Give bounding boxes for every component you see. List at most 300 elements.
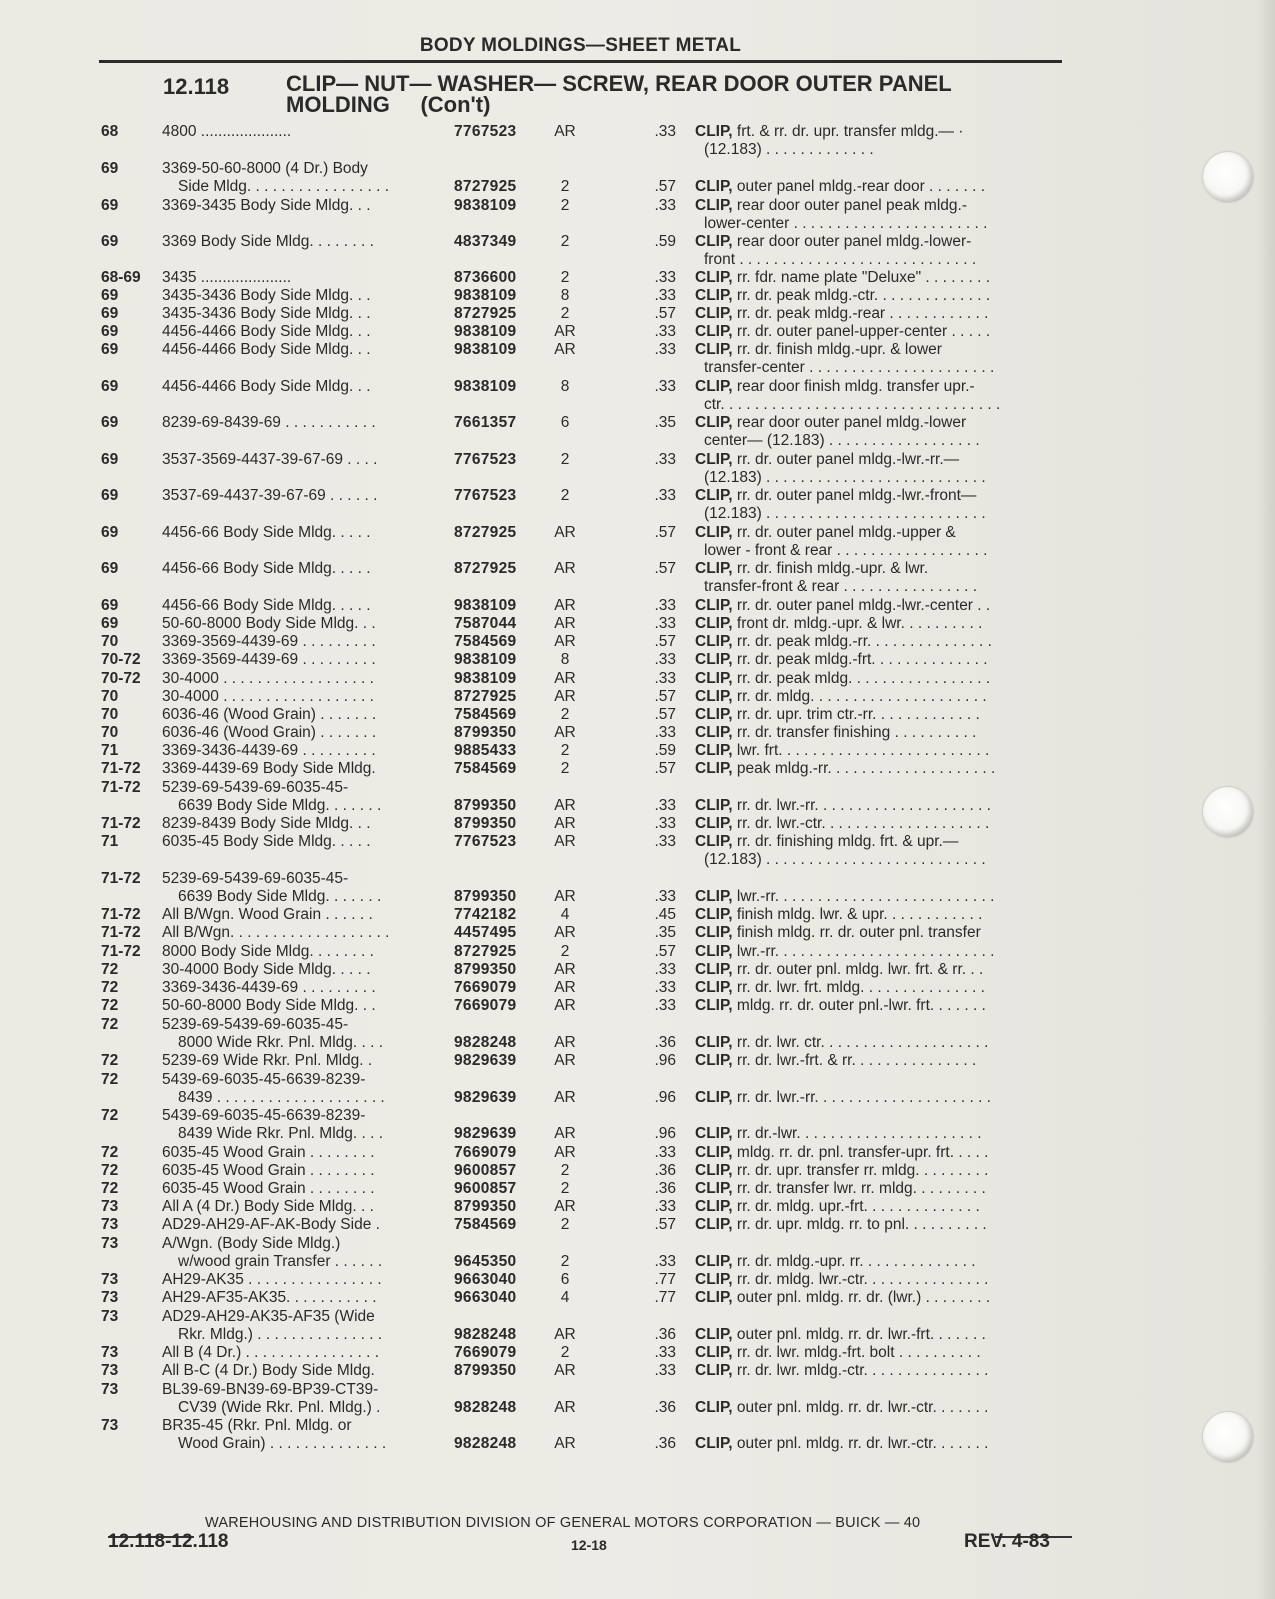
row-model: 5439-69-6035-45-6639-8239- [162, 1071, 366, 1088]
row-group-price: .33 [654, 487, 676, 504]
table-row [0, 178, 1275, 197]
table-row [0, 287, 1275, 306]
table-row [0, 1308, 1275, 1327]
row-year: 69 [101, 287, 119, 304]
row-group-price: .33 [654, 197, 676, 214]
row-group-price: .33 [654, 1362, 676, 1379]
row-part-name: CLIP, [695, 305, 733, 322]
row-quantity: AR [554, 688, 576, 705]
row-year: 69 [101, 341, 119, 358]
row-description-text: rr. fdr. name plate "Deluxe" . . . . . . . . [732, 269, 991, 286]
row-description [695, 1034, 1070, 1052]
row-year: 69 [101, 615, 119, 632]
row-quantity: 2 [560, 1344, 570, 1361]
row-description [695, 742, 1070, 760]
row-description [695, 961, 1070, 979]
row-group-price: .57 [654, 178, 676, 195]
row-part-name: CLIP, [695, 815, 733, 832]
row-part-number: 8799350 [454, 797, 517, 814]
row-description [695, 1089, 1070, 1107]
row-description [695, 1344, 1070, 1362]
row-year: 70-72 [101, 651, 141, 668]
row-description [695, 633, 1070, 651]
row-part-name: CLIP, [695, 924, 733, 941]
table-row [0, 1271, 1275, 1290]
row-model: 4800 ..................... [162, 123, 292, 140]
row-description-text: rr. dr. finishing mldg. frt. & upr.— [732, 833, 959, 850]
row-description [695, 597, 1070, 615]
row-part-number: 8727925 [454, 305, 517, 322]
table-row [0, 1162, 1275, 1181]
row-description-text: rr. dr. lwr. mldg.-frt. bolt . . . . . . . . . . [732, 1344, 981, 1361]
row-quantity: 2 [560, 305, 570, 322]
table-row [0, 233, 1275, 252]
row-part-number: 9600857 [454, 1180, 517, 1197]
row-group-price: .57 [654, 706, 676, 723]
row-quantity: AR [554, 1144, 576, 1161]
row-quantity: 2 [560, 706, 570, 723]
table-row [0, 487, 1275, 506]
table-row [0, 305, 1275, 324]
row-part-number: 7767523 [454, 123, 517, 140]
table-row [0, 251, 1275, 270]
row-model: 6035-45 Wood Grain . . . . . . . . [162, 1180, 375, 1197]
row-model: 6639 Body Side Mldg. . . . . . . [178, 888, 382, 905]
row-description-text: rr. dr. lwr.-rr. . . . . . . . . . . . . . . . . . . . . [732, 1089, 991, 1106]
row-part-name: CLIP, [695, 1089, 733, 1106]
table-row [0, 1125, 1275, 1144]
row-description [695, 233, 1070, 251]
row-part-name: CLIP, [695, 1435, 733, 1452]
row-year: 72 [101, 1180, 119, 1197]
row-model: 3369-3436-4439-69 . . . . . . . . . [162, 979, 376, 996]
row-description-text: rr. dr. mldg.-upr. rr. . . . . . . . . . . . . . [732, 1253, 976, 1270]
table-row [0, 943, 1275, 962]
row-description [695, 651, 1070, 669]
row-model: All B (4 Dr.) . . . . . . . . . . . . . . . . [162, 1344, 380, 1361]
row-description-text: outer pnl. mldg. rr. dr. lwr.-frt. . . . . . . [732, 1326, 986, 1343]
row-description-text: rr. dr. lwr.-frt. & rr. . . . . . . . . . . . . . . [732, 1052, 977, 1069]
row-part-name: CLIP, [695, 1198, 733, 1215]
row-group-price: .96 [654, 1052, 676, 1069]
row-description [704, 542, 1079, 560]
row-description [695, 688, 1070, 706]
row-description-text: ctr. . . . . . . . . . . . . . . . . . . . . . . . . . . . . . . . . [704, 396, 1001, 413]
table-row [0, 197, 1275, 216]
row-model: CV39 (Wide Rkr. Pnl. Mldg.) . [178, 1399, 381, 1416]
row-group-price: .35 [654, 414, 676, 431]
table-row [0, 742, 1275, 761]
table-row [0, 1344, 1275, 1363]
row-group-price: .33 [654, 597, 676, 614]
row-group-price: .57 [654, 633, 676, 650]
row-year: 70 [101, 706, 119, 723]
table-row [0, 1253, 1275, 1272]
row-description [695, 615, 1070, 633]
row-part-number: 9838109 [454, 287, 517, 304]
row-model: 30-4000 . . . . . . . . . . . . . . . . . . [162, 670, 374, 687]
row-quantity: AR [554, 597, 576, 614]
row-model: Side Mldg. . . . . . . . . . . . . . . . . [178, 178, 390, 195]
row-description-text: lower - front & rear . . . . . . . . . . . . . . . . . . [704, 542, 988, 559]
row-description [695, 924, 1070, 942]
row-year: 69 [101, 305, 119, 322]
row-part-number: 7584569 [454, 1216, 517, 1233]
section-title-line-2: MOLDING (Con't) [286, 92, 491, 117]
row-description-text: outer pnl. mldg. rr. dr. lwr.-ctr. . . . . . . [732, 1399, 989, 1416]
row-description-text: rear door outer panel peak mldg.- [732, 197, 967, 214]
row-description-text: rr. dr. finish mldg.-upr. & lwr. [732, 560, 929, 577]
row-description [695, 1180, 1070, 1198]
table-row [0, 633, 1275, 652]
table-row [0, 760, 1275, 779]
row-description [695, 378, 1070, 396]
row-model: 3369-3435 Body Side Mldg. . . [162, 197, 371, 214]
row-description [695, 1162, 1070, 1180]
row-part-number: 8736600 [454, 269, 517, 286]
row-description-text: (12.183) . . . . . . . . . . . . . [704, 141, 874, 158]
row-year: 68-69 [101, 269, 141, 286]
row-description-text: rr. dr. upr. transfer rr. mldg. . . . . . . . . [732, 1162, 989, 1179]
row-quantity: AR [554, 524, 576, 541]
row-year: 71-72 [101, 906, 141, 923]
row-part-name: CLIP, [695, 1271, 733, 1288]
row-description-text: rr. dr. lwr. ctr. . . . . . . . . . . . . . . . . . . . [732, 1034, 989, 1051]
row-model: 8000 Wide Rkr. Pnl. Mldg. . . . [178, 1034, 384, 1051]
row-year: 72 [101, 1071, 119, 1088]
row-part-name: CLIP, [695, 1362, 733, 1379]
table-row [0, 851, 1275, 870]
row-part-name: CLIP, [695, 670, 733, 687]
row-description [695, 979, 1070, 997]
row-part-name: CLIP, [695, 906, 733, 923]
table-row [0, 396, 1275, 415]
row-description-text: rr. dr. mldg. lwr.-ctr. . . . . . . . . . . . . . . [732, 1271, 989, 1288]
row-part-number: 7669079 [454, 1144, 517, 1161]
row-part-number: 9829639 [454, 1052, 517, 1069]
row-description [704, 359, 1079, 377]
row-quantity: AR [554, 1089, 576, 1106]
row-quantity: 2 [560, 1180, 570, 1197]
row-model: 4456-4466 Body Side Mldg. . . [162, 378, 371, 395]
row-group-price: .33 [654, 269, 676, 286]
row-part-number: 9838109 [454, 341, 517, 358]
table-row [0, 578, 1275, 597]
row-year: 72 [101, 1107, 119, 1124]
row-group-price: .36 [654, 1435, 676, 1452]
row-description-text: rr. dr. lwr. mldg.-ctr. . . . . . . . . . . . . . . [732, 1362, 989, 1379]
row-quantity: 2 [560, 269, 570, 286]
row-quantity: 8 [560, 287, 570, 304]
row-group-price: .36 [654, 1326, 676, 1343]
table-row [0, 724, 1275, 743]
row-quantity: 2 [560, 487, 570, 504]
row-description [695, 305, 1070, 323]
row-part-number: 9829639 [454, 1089, 517, 1106]
row-group-price: .33 [654, 888, 676, 905]
row-description [695, 197, 1070, 215]
row-part-name: CLIP, [695, 651, 733, 668]
row-year: 73 [101, 1216, 119, 1233]
row-description [695, 815, 1070, 833]
row-group-price: .33 [654, 979, 676, 996]
row-year: 69 [101, 378, 119, 395]
row-model: 4456-4466 Body Side Mldg. . . [162, 323, 371, 340]
row-quantity: AR [554, 1125, 576, 1142]
footer-division: WAREHOUSING AND DISTRIBUTION DIVISION OF GENERAL MOTORS CORPORATION — BUICK — 40 [205, 1515, 921, 1531]
row-group-price: .33 [654, 997, 676, 1014]
row-year: 73 [101, 1417, 119, 1434]
row-group-price: .33 [654, 961, 676, 978]
row-part-name: CLIP, [695, 797, 733, 814]
row-description-text: rr. dr. transfer lwr. rr. mldg. . . . . . . . . [732, 1180, 986, 1197]
row-quantity: AR [554, 815, 576, 832]
row-part-number: 7584569 [454, 706, 517, 723]
row-description [704, 396, 1079, 414]
row-group-price: .96 [654, 1125, 676, 1142]
row-group-price: .33 [654, 1144, 676, 1161]
row-part-name: CLIP, [695, 1144, 733, 1161]
row-part-name: CLIP, [695, 979, 733, 996]
row-quantity: 2 [560, 1216, 570, 1233]
row-model: 5239-69-5439-69-6035-45- [162, 870, 349, 887]
row-model: 3369 Body Side Mldg. . . . . . . . [162, 233, 374, 250]
row-year: 73 [101, 1289, 119, 1306]
row-description-text: rr. dr. outer panel mldg.-lwr.-center . . [732, 597, 991, 614]
row-description [695, 1399, 1070, 1417]
row-quantity: 2 [560, 1253, 570, 1270]
row-description-text: rr. dr. lwr.-ctr. . . . . . . . . . . . . . . . . . . . [732, 815, 990, 832]
row-model: 8000 Body Side Mldg. . . . . . . . [162, 943, 374, 960]
row-model: Rkr. Mldg.) . . . . . . . . . . . . . . . [178, 1326, 383, 1343]
row-year: 71 [101, 833, 119, 850]
row-year: 71-72 [101, 815, 141, 832]
row-quantity: 4 [560, 1289, 570, 1306]
table-row [0, 888, 1275, 907]
row-description-text: rr. dr. upr. mldg. rr. to pnl. . . . . . . . . . [732, 1216, 987, 1233]
row-description [695, 1198, 1070, 1216]
row-description [695, 560, 1070, 578]
row-quantity: AR [554, 1362, 576, 1379]
row-model: 3537-3569-4437-39-67-69 . . . . [162, 451, 378, 468]
row-description-text: rr. dr. outer panel mldg.-lwr.-front— [732, 487, 977, 504]
row-quantity: AR [554, 724, 576, 741]
row-group-price: .45 [654, 906, 676, 923]
row-year: 72 [101, 1162, 119, 1179]
row-group-price: .35 [654, 924, 676, 941]
row-description-text: rr. dr. peak mldg.-rr. . . . . . . . . . . . . . . [732, 633, 992, 650]
row-part-number: 7669079 [454, 997, 517, 1014]
row-description-text: lwr.-rr. . . . . . . . . . . . . . . . . . . . . . . . . . [732, 943, 995, 960]
table-row [0, 359, 1275, 378]
table-row [0, 215, 1275, 234]
table-row [0, 797, 1275, 816]
row-model: BR35-45 (Rkr. Pnl. Mldg. or [162, 1417, 352, 1434]
row-model: 8239-69-8439-69 . . . . . . . . . . . [162, 414, 376, 431]
row-part-name: CLIP, [695, 760, 733, 777]
row-model: 4456-66 Body Side Mldg. . . . . [162, 560, 371, 577]
row-quantity: AR [554, 1326, 576, 1343]
row-part-number: 7767523 [454, 487, 517, 504]
row-part-name: CLIP, [695, 560, 733, 577]
row-part-number: 7767523 [454, 451, 517, 468]
row-quantity: AR [554, 997, 576, 1014]
row-year: 69 [101, 323, 119, 340]
row-quantity: AR [554, 633, 576, 650]
row-description-text: lwr.-rr. . . . . . . . . . . . . . . . . . . . . . . . . . [732, 888, 995, 905]
row-model: 8439 . . . . . . . . . . . . . . . . . . . . [178, 1089, 385, 1106]
table-row [0, 924, 1275, 943]
row-description-text: transfer-center . . . . . . . . . . . . . . . . . . . . . . [704, 359, 995, 376]
row-description-text: rr. dr. transfer finishing . . . . . . . . . . [732, 724, 977, 741]
row-model: AD29-AH29-AF-AK-Body Side . [162, 1216, 380, 1233]
row-year: 68 [101, 123, 119, 140]
row-year: 73 [101, 1235, 119, 1252]
row-model: 5239-69-5439-69-6035-45- [162, 779, 349, 796]
row-description [695, 123, 1070, 141]
table-row [0, 160, 1275, 179]
row-part-name: CLIP, [695, 1216, 733, 1233]
row-description [695, 760, 1070, 778]
table-row [0, 1144, 1275, 1163]
row-description [695, 888, 1070, 906]
row-part-name: CLIP, [695, 178, 733, 195]
row-part-number: 8799350 [454, 888, 517, 905]
row-part-number: 8727925 [454, 688, 517, 705]
row-model: 5239-69 Wide Rkr. Pnl. Mldg. . [162, 1052, 373, 1069]
row-part-number: 9828248 [454, 1034, 517, 1051]
row-description-text: outer pnl. mldg. rr. dr. (lwr.) . . . . . . . . [732, 1289, 991, 1306]
table-row [0, 1107, 1275, 1126]
row-part-name: CLIP, [695, 742, 733, 759]
row-part-name: CLIP, [695, 269, 733, 286]
table-row [0, 688, 1275, 707]
row-description-text: rr. dr. outer panel mldg.-lwr.-rr.— [732, 451, 960, 468]
section-title-line-1: CLIP— NUT— WASHER— SCREW, REAR DOOR OUTER PANEL [286, 71, 952, 96]
row-group-price: .33 [654, 1344, 676, 1361]
table-row [0, 615, 1275, 634]
row-description-text: rr. dr. outer pnl. mldg. lwr. frt. & rr. . . [732, 961, 984, 978]
row-group-price: .57 [654, 524, 676, 541]
row-part-name: CLIP, [695, 1344, 733, 1361]
table-row [0, 1435, 1275, 1454]
table-row [0, 833, 1275, 852]
row-part-number: 7584569 [454, 633, 517, 650]
row-part-number: 8727925 [454, 178, 517, 195]
row-year: 69 [101, 524, 119, 541]
table-row [0, 542, 1275, 561]
table-row [0, 432, 1275, 451]
row-part-number: 9600857 [454, 1162, 517, 1179]
row-quantity: 2 [560, 178, 570, 195]
row-group-price: .33 [654, 615, 676, 632]
row-part-number: 9838109 [454, 378, 517, 395]
row-group-price: .33 [654, 651, 676, 668]
row-part-number: 9838109 [454, 597, 517, 614]
row-part-number: 8799350 [454, 815, 517, 832]
page-header-title: BODY MOLDINGS—SHEET METAL [419, 35, 742, 56]
row-year: 73 [101, 1308, 119, 1325]
row-description-text: (12.183) . . . . . . . . . . . . . . . . . . . . . . . . . . [704, 851, 986, 868]
row-description [695, 943, 1070, 961]
row-part-name: CLIP, [695, 1289, 733, 1306]
row-group-price: .57 [654, 760, 676, 777]
row-part-number: 9828248 [454, 1435, 517, 1452]
row-model: 5439-69-6035-45-6639-8239- [162, 1107, 366, 1124]
row-year: 70 [101, 688, 119, 705]
footer-revision: REV. 4-83 [964, 1531, 1050, 1552]
row-part-name: CLIP, [695, 943, 733, 960]
row-description-text: center— (12.183) . . . . . . . . . . . . . . . . . . [704, 432, 980, 449]
row-quantity: 2 [560, 197, 570, 214]
table-row [0, 979, 1275, 998]
row-year: 69 [101, 451, 119, 468]
row-description-text: mldg. rr. dr. pnl. transfer-upr. frt. . . . . [732, 1144, 989, 1161]
row-description-text: transfer-front & rear . . . . . . . . . . . . . . . . [704, 578, 978, 595]
table-row [0, 1399, 1275, 1418]
table-row [0, 123, 1275, 142]
table-row [0, 670, 1275, 689]
row-part-name: CLIP, [695, 688, 733, 705]
row-part-number: 9838109 [454, 651, 517, 668]
row-description-text: rr. dr. finish mldg.-upr. & lower [732, 341, 942, 358]
table-row [0, 1417, 1275, 1436]
row-model: 6036-46 (Wood Grain) . . . . . . . [162, 706, 377, 723]
table-row [0, 378, 1275, 397]
section-number: 12.118 [163, 74, 230, 99]
row-model: 6639 Body Side Mldg. . . . . . . [178, 797, 382, 814]
row-quantity: 6 [560, 1271, 570, 1288]
row-description [695, 833, 1070, 851]
row-quantity: AR [554, 1052, 576, 1069]
row-description-text: rr. dr. mldg. . . . . . . . . . . . . . . . . . . . . [732, 688, 987, 705]
row-quantity: AR [554, 1198, 576, 1215]
table-row [0, 1034, 1275, 1053]
row-model: All B-C (4 Dr.) Body Side Mldg. [162, 1362, 375, 1379]
row-group-price: .59 [654, 742, 676, 759]
row-group-price: .33 [654, 1198, 676, 1215]
row-description-text: finish mldg. rr. dr. outer pnl. transfer [732, 924, 981, 941]
row-description [695, 178, 1070, 196]
row-model: 3369-3436-4439-69 . . . . . . . . . [162, 742, 376, 759]
row-part-name: CLIP, [695, 724, 733, 741]
row-description-text: rr. dr. peak mldg.-rear . . . . . . . . . . . . [732, 305, 989, 322]
row-group-price: .36 [654, 1034, 676, 1051]
row-quantity: 2 [560, 233, 570, 250]
row-quantity: AR [554, 924, 576, 941]
row-quantity: AR [554, 797, 576, 814]
row-description [695, 1326, 1070, 1344]
row-description [695, 487, 1070, 505]
row-group-price: .33 [654, 123, 676, 140]
row-model: 4456-66 Body Side Mldg. . . . . [162, 524, 371, 541]
row-group-price: .33 [654, 451, 676, 468]
row-description [695, 1435, 1070, 1453]
row-description [695, 1125, 1070, 1143]
row-description-text: outer pnl. mldg. rr. dr. lwr.-ctr. . . . . . . [732, 1435, 989, 1452]
row-group-price: .33 [654, 1253, 676, 1270]
row-part-name: CLIP, [695, 633, 733, 650]
row-description [695, 797, 1070, 815]
row-year: 69 [101, 414, 119, 431]
row-model: 3369-3569-4439-69 . . . . . . . . . [162, 651, 376, 668]
table-row [0, 1071, 1275, 1090]
row-year: 71-72 [101, 943, 141, 960]
row-part-number: 9838109 [454, 323, 517, 340]
row-quantity: 2 [560, 943, 570, 960]
row-quantity: AR [554, 341, 576, 358]
row-part-name: CLIP, [695, 451, 733, 468]
